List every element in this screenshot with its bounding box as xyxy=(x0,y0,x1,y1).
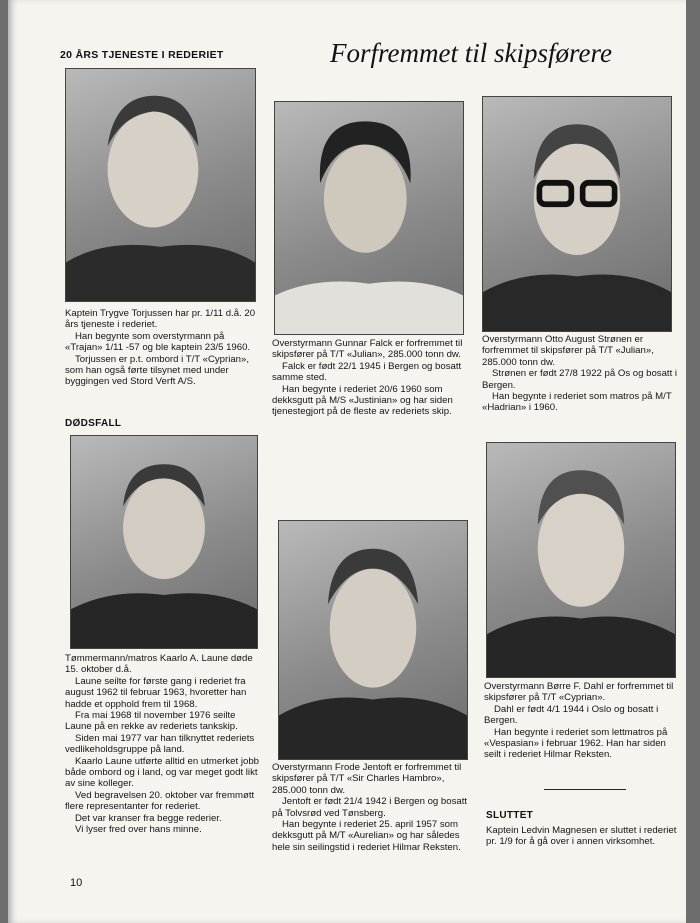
divider-rule xyxy=(544,789,626,790)
falck-caption xyxy=(272,338,468,418)
caption-paragraph: Han begynte i rederiet 20/6 1960 som dekksgutt på M/S «Justinian» og har siden tjenestegjort på de fleste av rederiets skip. xyxy=(272,383,453,418)
caption-paragraph: Ved begravelsen 20. oktober var fremmøtt flere representanter for rederiet. xyxy=(65,789,255,813)
caption-paragraph: Tømmermann/matros Kaarlo A. Laune døde 15. oktober d.å. xyxy=(65,653,253,676)
caption-paragraph: Han begynte som overstyrmann på «Trajan» 1/11 -57 og ble kaptein 23/5 1960. xyxy=(65,330,251,354)
portrait-falck xyxy=(274,101,464,335)
caption-paragraph: Overstyrmann Gunnar Falck er forfremmet til skipsfører på T/T «Julian», 285.000 tonn dw. xyxy=(272,338,463,361)
caption-paragraph: Laune seilte for første gang i rederiet fra august 1962 til februar 1963, hvoretter han hadde et opphold frem til 1968. xyxy=(65,675,247,710)
portrait-laune xyxy=(70,435,258,649)
caption-paragraph: Han begynte i rederiet som matros på M/T «Hadrian» i 1960. xyxy=(482,391,672,414)
laune-caption xyxy=(65,653,261,836)
caption-paragraph: Dahl er født 4/1 1944 i Oslo og bosatt i Bergen. xyxy=(484,703,659,727)
page-number: 10 xyxy=(70,877,83,889)
caption-paragraph: Det var kranser fra begge rederier. xyxy=(75,812,222,824)
stronen-caption xyxy=(482,334,678,414)
caption-paragraph: Kaptein Trygve Torjussen har pr. 1/11 d.å. 20 års tjeneste i rederiet. xyxy=(65,308,256,331)
caption-paragraph: Strønen er født 27/8 1922 på Os og bosatt i Bergen. xyxy=(482,368,678,391)
caption-paragraph: Overstyrmann Frode Jentoft er forfremmet til skipsfører på T/T «Sir Charles Hambro», 285.000 tonn dw. xyxy=(272,762,462,796)
caption-paragraph: Fra mai 1968 til november 1976 seilte Laune på en rekke av rederiets tankskip. xyxy=(65,710,238,733)
magazine-page xyxy=(8,0,686,923)
caption-paragraph: Han begynte i rederiet 25. april 1957 som dekksgutt på M/T «Aurelian» og har således hele sin seilingstid i rederiet Hilmar Reksten. xyxy=(272,819,461,853)
death-heading: DØDSFALL xyxy=(65,418,122,429)
caption-paragraph: Kaptein Ledvin Magnesen er sluttet i rederiet pr. 1/9 for å gå over i annen virksomhet. xyxy=(486,825,677,848)
caption-paragraph: Overstyrmann Otto August Strønen er forfremmet til skipsfører på T/T «Julian», 285.000 tonn dw. xyxy=(482,334,654,368)
caption-paragraph: Jentoft er født 21/4 1942 i Bergen og bosatt på Tolvsrød ved Tønsberg. xyxy=(272,796,468,819)
caption-paragraph: Vi lyser fred over hans minne. xyxy=(75,824,202,836)
caption-paragraph: Torjussen er p.t. ombord i T/T «Cyprian», som han også førte tilsynet med under byggingen ved Stord Verft A/S. xyxy=(65,353,250,388)
portrait-stronen xyxy=(482,96,672,332)
portrait-dahl xyxy=(486,442,676,678)
quit-caption xyxy=(486,825,680,848)
page-headline: Forfremmet til skipsførere xyxy=(330,38,612,68)
caption-paragraph: Falck er født 22/1 1945 i Bergen og bosatt samme sted. xyxy=(272,360,462,384)
section-heading: 20 ÅRS TJENESTE I REDERIET xyxy=(60,49,224,61)
caption-paragraph: Overstyrmann Børre F. Dahl er forfremmet til skipsfører på T/T «Cyprian». xyxy=(484,681,674,704)
portrait-torjussen xyxy=(65,68,256,302)
caption-paragraph: Han begynte i rederiet som lettmatros på «Vespasian» i februar 1962. Han har siden seilt i rederiet Hilmar Reksten. xyxy=(484,726,668,761)
portrait-jentoft xyxy=(278,520,468,760)
jentoft-caption xyxy=(272,762,474,853)
dahl-caption xyxy=(484,681,680,761)
torjussen-caption xyxy=(65,308,257,388)
caption-paragraph: Kaarlo Laune utførte alltid en utmerket jobb både ombord og i land, og var meget godt likt av sine kolleger. xyxy=(65,755,259,790)
quit-heading: SLUTTET xyxy=(486,810,534,821)
caption-paragraph: Siden mai 1977 var han tilknyttet rederiets vedlikeholdsgruppe på land. xyxy=(65,732,255,756)
